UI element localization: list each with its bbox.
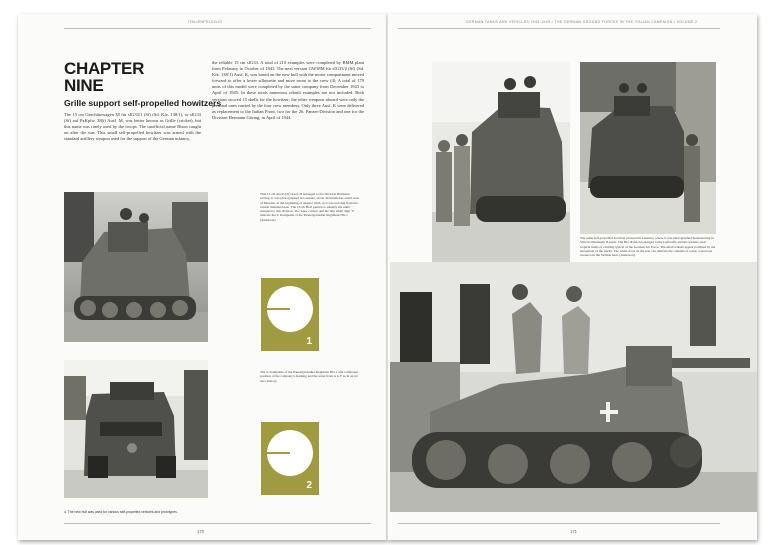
photo-grille-street-image	[580, 62, 716, 234]
left-header-rule	[64, 28, 371, 29]
chapter-heading	[64, 60, 144, 94]
badge-stroke	[267, 452, 290, 454]
photo-crew-on-vehicle-image	[432, 62, 570, 262]
photo-grille-large-image	[390, 262, 757, 512]
right-page	[388, 14, 757, 540]
photo-grille-front-image	[64, 360, 208, 498]
left-running-head: ITALIENFELDZUG	[188, 20, 223, 24]
caption-photo-1: This 15 cm sIG33 (Sf) Ausf. H belonged to the Division Hermann Göring. It was photographed in Lenzano, about 40 kilometres south-west of Messina, at the beginning of August 1943, as it was arriving from the central mainland near 'The Clock Bell' pattern to identify the units assigned to this division. The 'knee cricket' and the tiny small digit '0' indicate the 9. Kompanie of the Panzergrenadier Regiment HG.1 (Anderson)	[260, 192, 360, 222]
badge-stroke	[267, 308, 290, 310]
badge-number-2: 2	[306, 480, 312, 491]
page-number-left: 170	[197, 529, 204, 534]
photo-grille-street	[580, 62, 716, 234]
photo-grille-hg-image	[64, 192, 208, 342]
unit-marking-badge-2	[261, 422, 319, 495]
chapter-label: CHAPTER	[64, 59, 145, 78]
photo-grille-hg	[64, 192, 208, 342]
chapter-subtitle: Grille support self-propelled howitzers	[64, 98, 222, 108]
page-number-right: 171	[570, 529, 577, 534]
left-page	[18, 14, 387, 540]
body-text-col2: the reliable 15 cm sIG33. A total of 210 examples were completed by BMM plant from February to October of 1943. The next version GW38M für sIG33/2 (Sf) (Sd. Kfz. 138/1) Ausf. K, was based on the new hull with the motor compartment moved forward to offer a lower silhouette and more room to the crew (4). A total of 179 units of this model were completed by the same company from December 1943 to April of 1945. In these totals numerous rebuilt examples are not included. Both versions stowed 15 shells for the howitzer; the other weapons aboard were only the personal ones carried by the four crew members. Only three Ausf. K were delivered as replacement to the Italian Front, two for the 26. Panzer-Division and one for the Division Hermann Göring, in April of 1944.	[212, 60, 364, 120]
right-footer-rule	[398, 523, 720, 524]
photo-grille-large	[390, 262, 757, 512]
footnote: 4. The new hull was used for various self-propelled vehicles and prototypes.	[64, 510, 178, 514]
unit-marking-badge-1	[261, 278, 319, 351]
caption-right-page: The same self-propelled howitzer pictured in Lenzano, where it was photographed maneuvering in Vittorio Emanuele II street. The HG division belonged to the Luftwaffe and the soldiers wear tropical items of clothing typical of the German Air Force. The small wheels appear polished by the movement of the tracks. The white cross on the rear can indicate the contents of water, a precious resource in the Sicilian heat. (Anderson)	[580, 236, 716, 258]
left-footer-rule	[64, 523, 371, 524]
photo-crew-on-vehicle	[432, 62, 570, 262]
right-running-head: GERMAN TANKS AND VEHICLES 1943-1945 • THE GERMAN GROUND FORCES IN THE ITALIAN CAMPAIGN • VOLUME 2	[466, 20, 698, 24]
chapter-number: NINE	[64, 76, 104, 95]
body-text-col1: The 15 cm Geschützwagen 38 für sIG33/1 (Sf) (Sd. Kfz. 138/1), or sIG33 (Sf) auf PzKpfw. 38(t) Ausf. M, was better known as Grille (cricket), but this name was rarely used by the troops. The unofficial name Bison caught on after the war. This small self-propelled howitzer was armed with the standard artillery weapon used for the support of the German infantry,	[64, 112, 201, 142]
caption-photo-2: The 9. Kompanie of the Panzergrenadier Regiment HG.1 and a different position of the company's marking and the letter from A to F as in an art deco history.	[260, 370, 358, 383]
badge-number-1: 1	[306, 336, 312, 347]
right-header-rule	[398, 28, 720, 29]
photo-grille-front	[64, 360, 208, 498]
